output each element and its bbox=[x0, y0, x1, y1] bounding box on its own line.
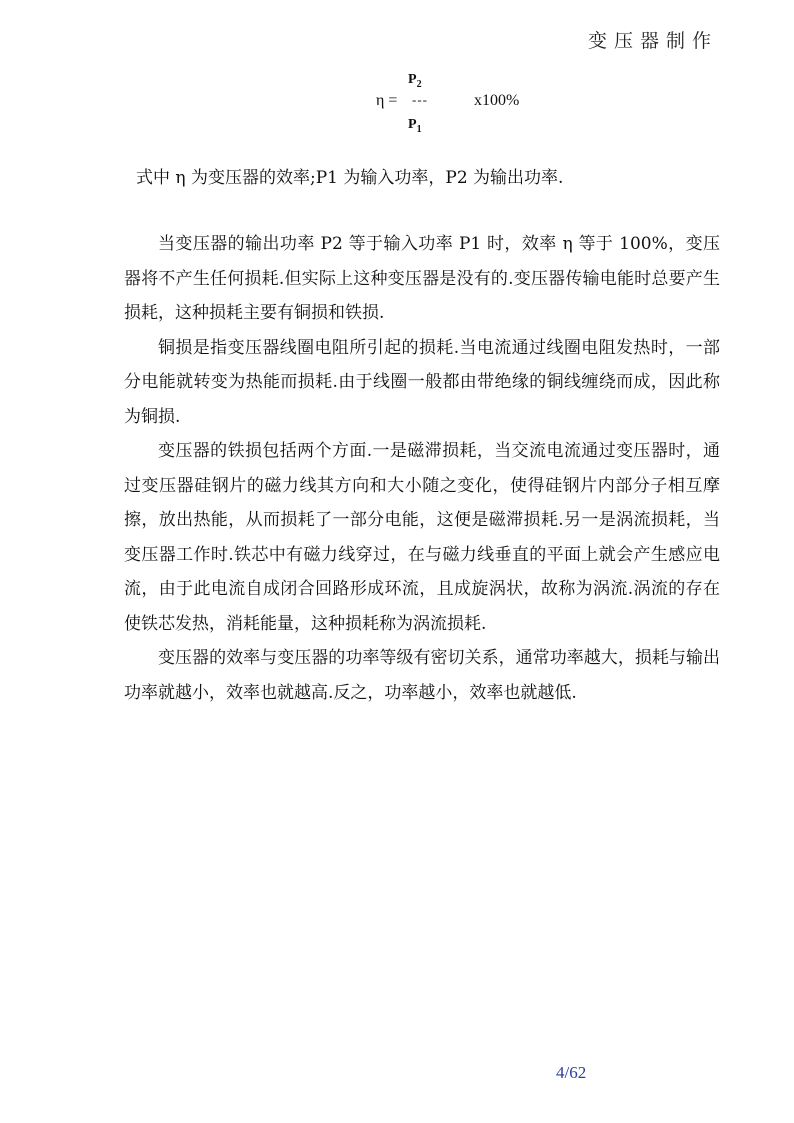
efficiency-formula bbox=[372, 72, 532, 142]
formula-numerator-subscript: 2 bbox=[416, 78, 422, 90]
page-header-title: 变压器制作 bbox=[587, 30, 718, 52]
formula-denominator-subscript: 1 bbox=[416, 123, 422, 135]
body-text bbox=[124, 227, 720, 710]
paragraph: 变压器的效率与变压器的功率等级有密切关系，通常功率越大，损耗与输出功率就越小，效率也就越高.反之，功率越小，效率也就越低. bbox=[124, 648, 720, 703]
formula-denominator bbox=[408, 117, 422, 135]
formula-factor: x100% bbox=[474, 92, 520, 109]
paragraph: 变压器的铁损包括两个方面.一是磁滞损耗，当交流电流通过变压器时，通过变压器硅钢片的磁力线其方向和大小随之变化，使得硅钢片内部分子相互摩擦，放出热能，从而损耗了一部分电能，这便是磁滞损耗.另一是涡流损耗，当变压器工作时.铁芯中有磁力线穿过，在与磁力线垂直的平面上就会产生感应电流，由于此电流自成闭合回路形成环流，且成旋涡状，故称为涡流.涡流的存在使铁芯发热，消耗能量，这种损耗称为涡流损耗. bbox=[124, 441, 720, 634]
formula-lhs: η = bbox=[376, 92, 398, 109]
paragraph: 当变压器的输出功率 P2 等于输入功率 P1 时，效率 η 等于 100%，变压器将不产生任何损耗.但实际上这种变压器是没有的.变压器传输电能时总要产生损耗，这种损耗主要有铜损和铁损. bbox=[124, 234, 720, 323]
formula-caption: 式中 η 为变压器的效率;P1 为输入功率，P2 为输出功率. bbox=[136, 168, 564, 188]
formula-denominator-symbol: P bbox=[408, 117, 417, 132]
formula-numerator-symbol: P bbox=[408, 72, 417, 87]
formula-fraction-bar: --- bbox=[412, 92, 428, 107]
page-number: 4/62 bbox=[556, 1063, 587, 1082]
formula-numerator bbox=[408, 72, 422, 90]
paragraph: 铜损是指变压器线圈电阻所引起的损耗.当电流通过线圈电阻发热时，一部分电能就转变为热能而损耗.由于线圈一般都由带绝缘的铜线缠绕而成，因此称为铜损. bbox=[124, 337, 720, 427]
